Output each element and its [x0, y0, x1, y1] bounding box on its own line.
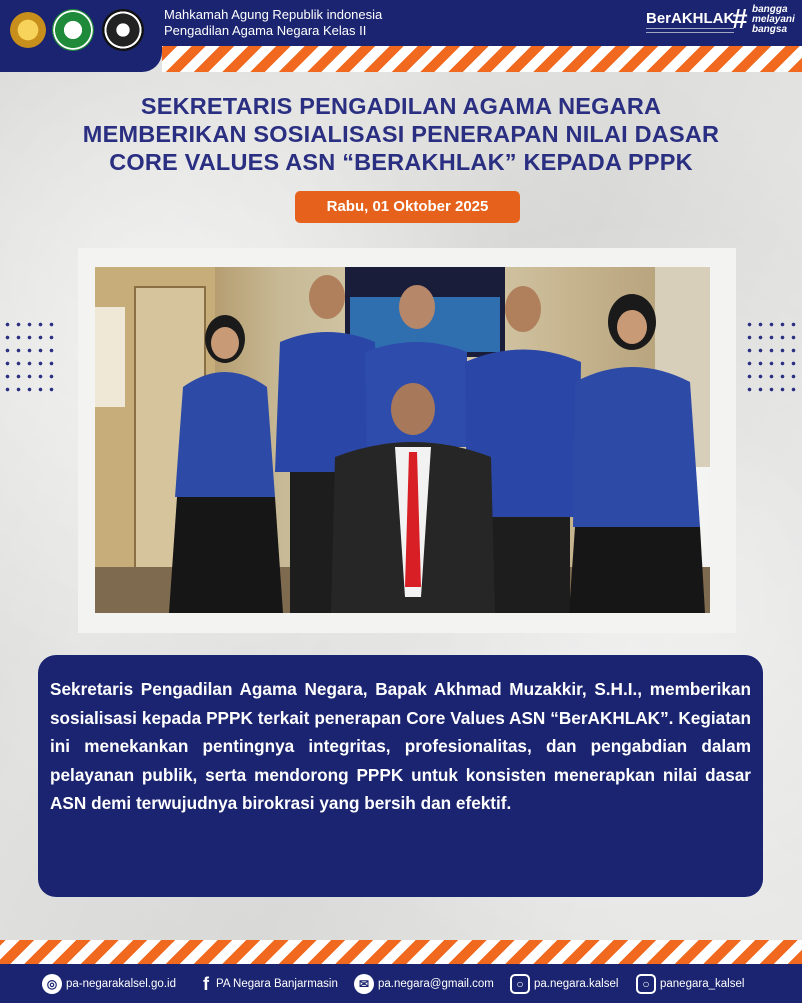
berakhlak-underline [646, 28, 734, 33]
tagline [752, 5, 795, 35]
tagline-word-1: bangga [752, 4, 788, 15]
berakhlak-logo-text: BerAKHLAK [646, 10, 735, 27]
facebook-icon: f [203, 974, 209, 994]
facebook-text: PA Negara Banjarmasin [216, 978, 338, 991]
group-photo [95, 267, 710, 613]
globe-icon: ◎ [42, 974, 62, 994]
tagline-word-3: bangsa [752, 24, 788, 35]
footer-stripes [0, 940, 802, 964]
dot-pattern-left [2, 318, 58, 398]
article-body-box [38, 655, 763, 897]
instagram-2-text: panegara_kalsel [660, 978, 745, 991]
email-text: pa.negara@gmail.com [378, 978, 494, 991]
date-badge: Rabu, 01 Oktober 2025 [295, 191, 520, 223]
group-photo-illustration [95, 267, 710, 613]
footer-instagram-1[interactable] [510, 974, 618, 994]
footer-website[interactable] [42, 974, 176, 994]
footer-instagram-2[interactable] [636, 974, 744, 994]
pa-negara-logo [102, 9, 144, 51]
dot-pattern-right [744, 318, 800, 398]
header-stripes [162, 46, 802, 72]
instagram-1-text: pa.negara.kalsel [534, 978, 619, 991]
title-line-3: CORE VALUES ASN “BERAKHLAK” KEPADA PPPK [109, 149, 693, 175]
court-name: Pengadilan Agama Negara Kelas II [164, 23, 367, 38]
mahkamah-agung-logo [10, 12, 46, 48]
instagram-icon: ○ [510, 974, 530, 994]
title-line-1: SEKRETARIS PENGADILAN AGAMA NEGARA [140, 93, 662, 119]
instagram-icon: ○ [636, 974, 656, 994]
org-name: Mahkamah Agung Republik indonesia [164, 7, 383, 22]
hashtag-icon: # [732, 3, 748, 34]
website-text: pa-negarakalsel.go.id [66, 978, 176, 991]
title-line-2: MEMBERIKAN SOSIALISASI PENERAPAN NILAI DASAR [82, 121, 720, 147]
footer-facebook[interactable] [200, 974, 338, 994]
mail-icon: ✉ [354, 974, 374, 994]
peradilan-agama-logo [52, 9, 94, 51]
footer-email[interactable] [354, 974, 494, 994]
tagline-word-2: melayani [752, 14, 795, 25]
article-body: Sekretaris Pengadilan Agama Negara, Bapak Akhmad Muzakkir, S.H.I., memberikan sosialisasi kepada PPPK terkait penerapan Core Values ASN “BerAKHLAK”. Kegiatan ini menekankan pentingnya integritas, profesionalitas, dan pengabdian dalam pelayanan publik, serta mendorong PPPK untuk konsisten menerapkan nilai dasar ASN demi terwujudnya birokrasi yang bersih dan efektif. [50, 679, 751, 814]
article-title [20, 92, 782, 176]
